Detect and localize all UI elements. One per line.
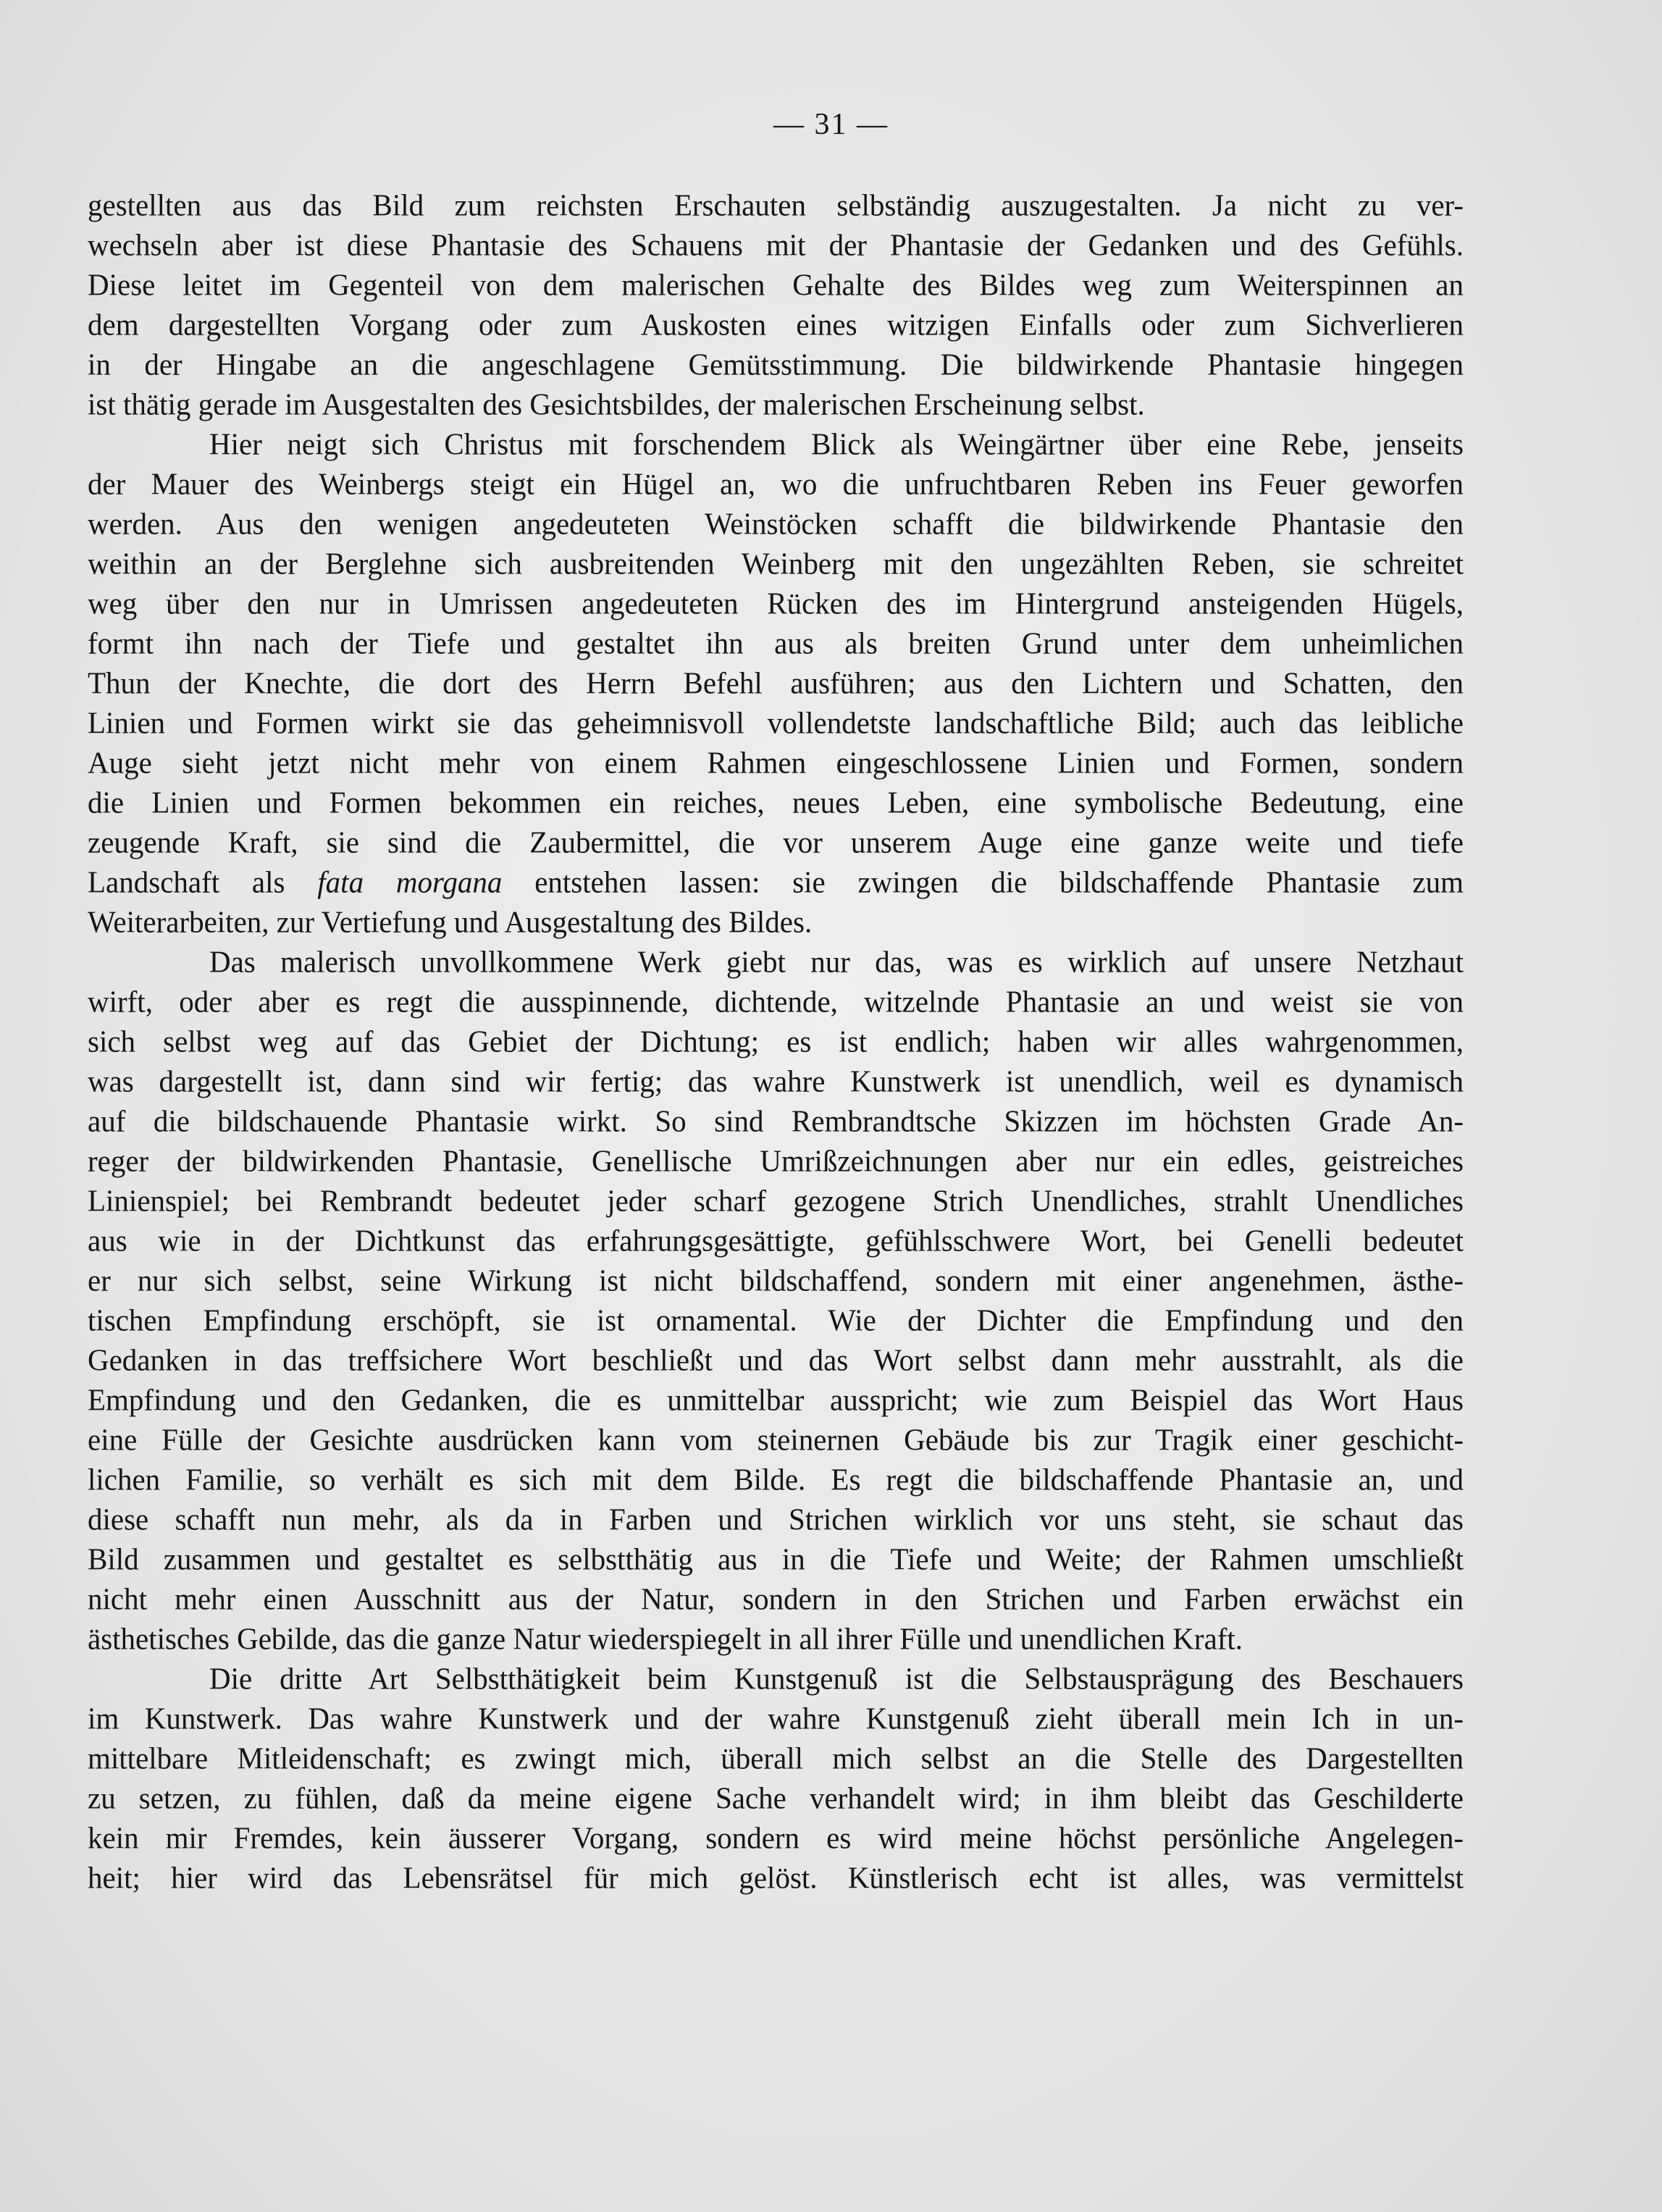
text-line: Die dritte Art Selbstthätigkeit beim Kunstgenuß ist die Selbstausprägung des Beschauers xyxy=(209,1661,1464,1696)
text-line: Bild zusammen und gestaltet es selbstthätig aus in die Tiefe und Weite; der Rahmen umschließt xyxy=(88,1542,1464,1576)
text-line: sich selbst weg auf das Gebiet der Dichtung; es ist endlich; haben wir alles wahrgenommen, xyxy=(88,1024,1464,1059)
text-line: mittelbare Mitleidenschaft; es zwingt mich, überall mich selbst an die Stelle des Dargestellten xyxy=(88,1741,1464,1775)
text-line: wechseln aber ist diese Phantasie des Schauens mit der Phantasie der Gedanken und des Gefühls. xyxy=(88,227,1464,262)
text-line: in der Hingabe an die angeschlagene Gemütsstimmung. Die bildwirkende Phantasie hingegen xyxy=(88,347,1464,382)
text-line: im Kunstwerk. Das wahre Kunstwerk und der wahre Kunstgenuß zieht überall mein Ich in un- xyxy=(88,1701,1464,1736)
text-line: reger der bildwirkenden Phantasie, Genellische Umrißzeichnungen aber nur ein edles, geistreiches xyxy=(88,1143,1464,1178)
text-line: zeugende Kraft, sie sind die Zaubermittel, die vor unserem Auge eine ganze weite und tiefe xyxy=(88,825,1464,859)
paragraph xyxy=(88,1659,1464,1898)
text-line: heit; hier wird das Lebensrätsel für mich gelöst. Künstlerisch echt ist alles, was vermittelst xyxy=(88,1860,1464,1895)
text-line: dem dargestellten Vorgang oder zum Auskosten eines witzigen Einfalls oder zum Sichverlieren xyxy=(88,307,1464,342)
text-line: weg über den nur in Umrissen angedeuteten Rücken des im Hintergrund ansteigenden Hügels, xyxy=(88,586,1464,621)
text-line: gestellten aus das Bild zum reichsten Erschauten selbständig auszugestalten. Ja nicht zu ver- xyxy=(88,188,1464,222)
text-line: weithin an der Berglehne sich ausbreitenden Weinberg mit den ungezählten Reben, sie schreitet xyxy=(88,546,1464,581)
page-number: — 31 — xyxy=(773,108,889,141)
text-line xyxy=(88,862,1464,903)
text-line: Linien und Formen wirkt sie das geheimnisvoll vollendetste landschaftliche Bild; auch das leibliche xyxy=(88,705,1464,740)
paragraph xyxy=(88,942,1464,1659)
text-line: wirft, oder aber es regt die ausspinnende, dichtende, witzelnde Phantasie an und weist sie von xyxy=(88,984,1464,1019)
paragraph xyxy=(88,185,1464,424)
text-line: werden. Aus den wenigen angedeuteten Weinstöcken schafft die bildwirkende Phantasie den xyxy=(88,506,1464,541)
paragraph xyxy=(88,424,1464,942)
text-line: auf die bildschauende Phantasie wirkt. So sind Rembrandtsche Skizzen im höchsten Grade An- xyxy=(88,1103,1464,1138)
text-line: Empfindung und den Gedanken, die es unmittelbar ausspricht; wie zum Beispiel das Wort Haus xyxy=(88,1382,1464,1417)
text-line: eine Fülle der Gesichte ausdrücken kann vom steinernen Gebäude bis zur Tragik einer geschicht- xyxy=(88,1422,1464,1457)
text-line: diese schafft nun mehr, als da in Farben und Strichen wirklich vor uns steht, sie schaut das xyxy=(88,1502,1464,1536)
text-line: tischen Empfindung erschöpft, sie ist ornamental. Wie der Dichter die Empfindung und den xyxy=(88,1303,1464,1337)
text-line: was dargestellt ist, dann sind wir fertig; das wahre Kunstwerk ist unendlich, weil es dynamisch xyxy=(88,1064,1464,1098)
text-line: Das malerisch unvollkommene Werk giebt nur das, was es wirklich auf unsere Netzhaut xyxy=(209,944,1464,979)
text-line: ästhetisches Gebilde, das die ganze Natur wiederspiegelt in all ihrer Fülle und unendlichen Kraft. xyxy=(88,1621,1243,1656)
text-line: der Mauer des Weinbergs steigt ein Hügel an, wo die unfruchtbaren Reben ins Feuer geworfen xyxy=(88,466,1464,501)
text-line: Linienspiel; bei Rembrandt bedeutet jeder scharf gezogene Strich Unendliches, strahlt Unendliches xyxy=(88,1183,1464,1218)
text-line: nicht mehr einen Ausschnitt aus der Natur, sondern in den Strichen und Farben erwächst ein xyxy=(88,1581,1464,1616)
text-line: lichen Familie, so verhält es sich mit dem Bilde. Es regt die bildschaffende Phantasie an, und xyxy=(88,1462,1464,1497)
text-segment: Landschaft als xyxy=(88,865,318,899)
italic-phrase: fata morgana xyxy=(317,865,503,899)
text-line: Hier neigt sich Christus mit forschendem Blick als Weingärtner über eine Rebe, jenseits xyxy=(209,426,1464,461)
text-line: er nur sich selbst, seine Wirkung ist nicht bildschaffend, sondern mit einer angenehmen, ästhe- xyxy=(88,1263,1464,1298)
text-line: formt ihn nach der Tiefe und gestaltet ihn aus als breiten Grund unter dem unheimlichen xyxy=(88,626,1464,660)
text-line: die Linien und Formen bekommen ein reiches, neues Leben, eine symbolische Bedeutung, eine xyxy=(88,785,1464,820)
text-line: Weiterarbeiten, zur Vertiefung und Ausgestaltung des Bildes. xyxy=(88,904,813,939)
text-line: Diese leitet im Gegenteil von dem malerischen Gehalte des Bildes weg zum Weiterspinnen an xyxy=(88,267,1464,302)
text-line: aus wie in der Dichtkunst das erfahrungsgesättigte, gefühlsschwere Wort, bei Genelli bedeutet xyxy=(88,1223,1464,1258)
text-segment: entstehen lassen: sie zwingen die bildschaffende Phantasie zum xyxy=(502,865,1464,899)
text-line: zu setzen, zu fühlen, daß da meine eigene Sache verhandelt wird; in ihm bleibt das Geschilderte xyxy=(88,1780,1464,1815)
body-text xyxy=(88,185,1464,1898)
text-line: ist thätig gerade im Ausgestalten des Gesichtsbildes, der malerischen Erscheinung selbst. xyxy=(88,387,1145,421)
text-line: Thun der Knechte, die dort des Herrn Befehl ausführen; aus den Lichtern und Schatten, den xyxy=(88,665,1464,700)
text-line: Auge sieht jetzt nicht mehr von einem Rahmen eingeschlossene Linien und Formen, sondern xyxy=(88,745,1464,780)
text-line: Gedanken in das treffsichere Wort beschließt und das Wort selbst dann mehr ausstrahlt, als die xyxy=(88,1342,1464,1377)
text-line: kein mir Fremdes, kein äusserer Vorgang, sondern es wird meine höchst persönliche Angelegen- xyxy=(88,1820,1464,1855)
